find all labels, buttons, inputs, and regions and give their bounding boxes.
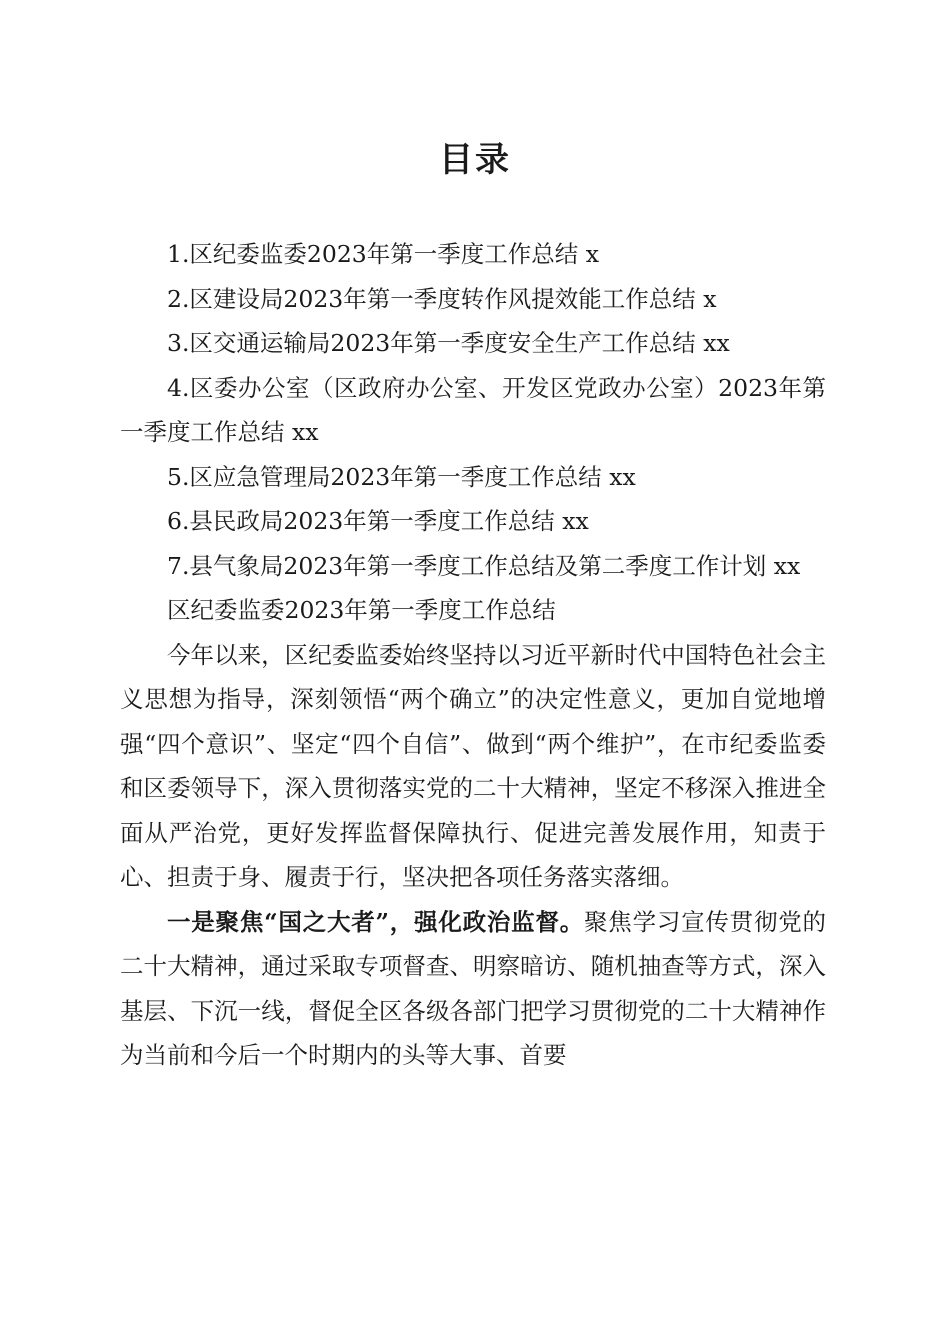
toc-item-7: 7.县气象局2023年第一季度工作总结及第二季度工作计划 xx — [167, 551, 801, 580]
section-1-body: 聚焦学习宣传贯彻党的二十大精神，通过采取专项督查、明察暗访、随机抽查等方式，深入基层、下沉一线，督促全区各级各部门把学习贯彻党的二十大精神作为当前和今后一个时期内的头等大事、首要 — [120, 907, 826, 1069]
toc-item-5: 5.区应急管理局2023年第一季度工作总结 xx — [167, 462, 636, 491]
article-heading: 区纪委监委2023年第一季度工作总结 — [167, 596, 556, 624]
toc-item-3: 3.区交通运输局2023年第一季度安全生产工作总结 xx — [167, 329, 730, 357]
toc-item-2: 2.区建设局2023年第一季度转作风提效能工作总结 x — [167, 284, 717, 313]
toc-item-6: 6.县民政局2023年第一季度工作总结 xx — [167, 507, 589, 535]
page-title: 目录 — [439, 140, 511, 180]
section-1-lead: 一是聚焦“国之大者”，强化政治监督。 — [167, 907, 585, 936]
article-intro-paragraph: 今年以来，区纪委监委始终坚持以习近平新时代中国特色社会主义思想为指导，深刻领悟“两个确立”的决定性意义，更加自觉地增强“四个意识”、坚定“四个自信”、做到“两个维护”，在市纪委监委和区委领导下，深入贯彻落实党的二十大精神，坚定不移深入推进全面从严治党，更好发挥监督保障执行、促进完善发展作用，知责于心、担责于身、履责于行，坚决把各项任务落实落细。 — [120, 640, 826, 891]
toc-item-4: 4.区委办公室（区政府办公室、开发区党政办公室）2023年第一季度工作总结 xx — [120, 373, 826, 446]
document-body — [120, 232, 826, 1078]
toc-item-1: 1.区纪委监委2023年第一季度工作总结 x — [167, 240, 599, 268]
section-1-paragraph — [120, 900, 826, 1078]
